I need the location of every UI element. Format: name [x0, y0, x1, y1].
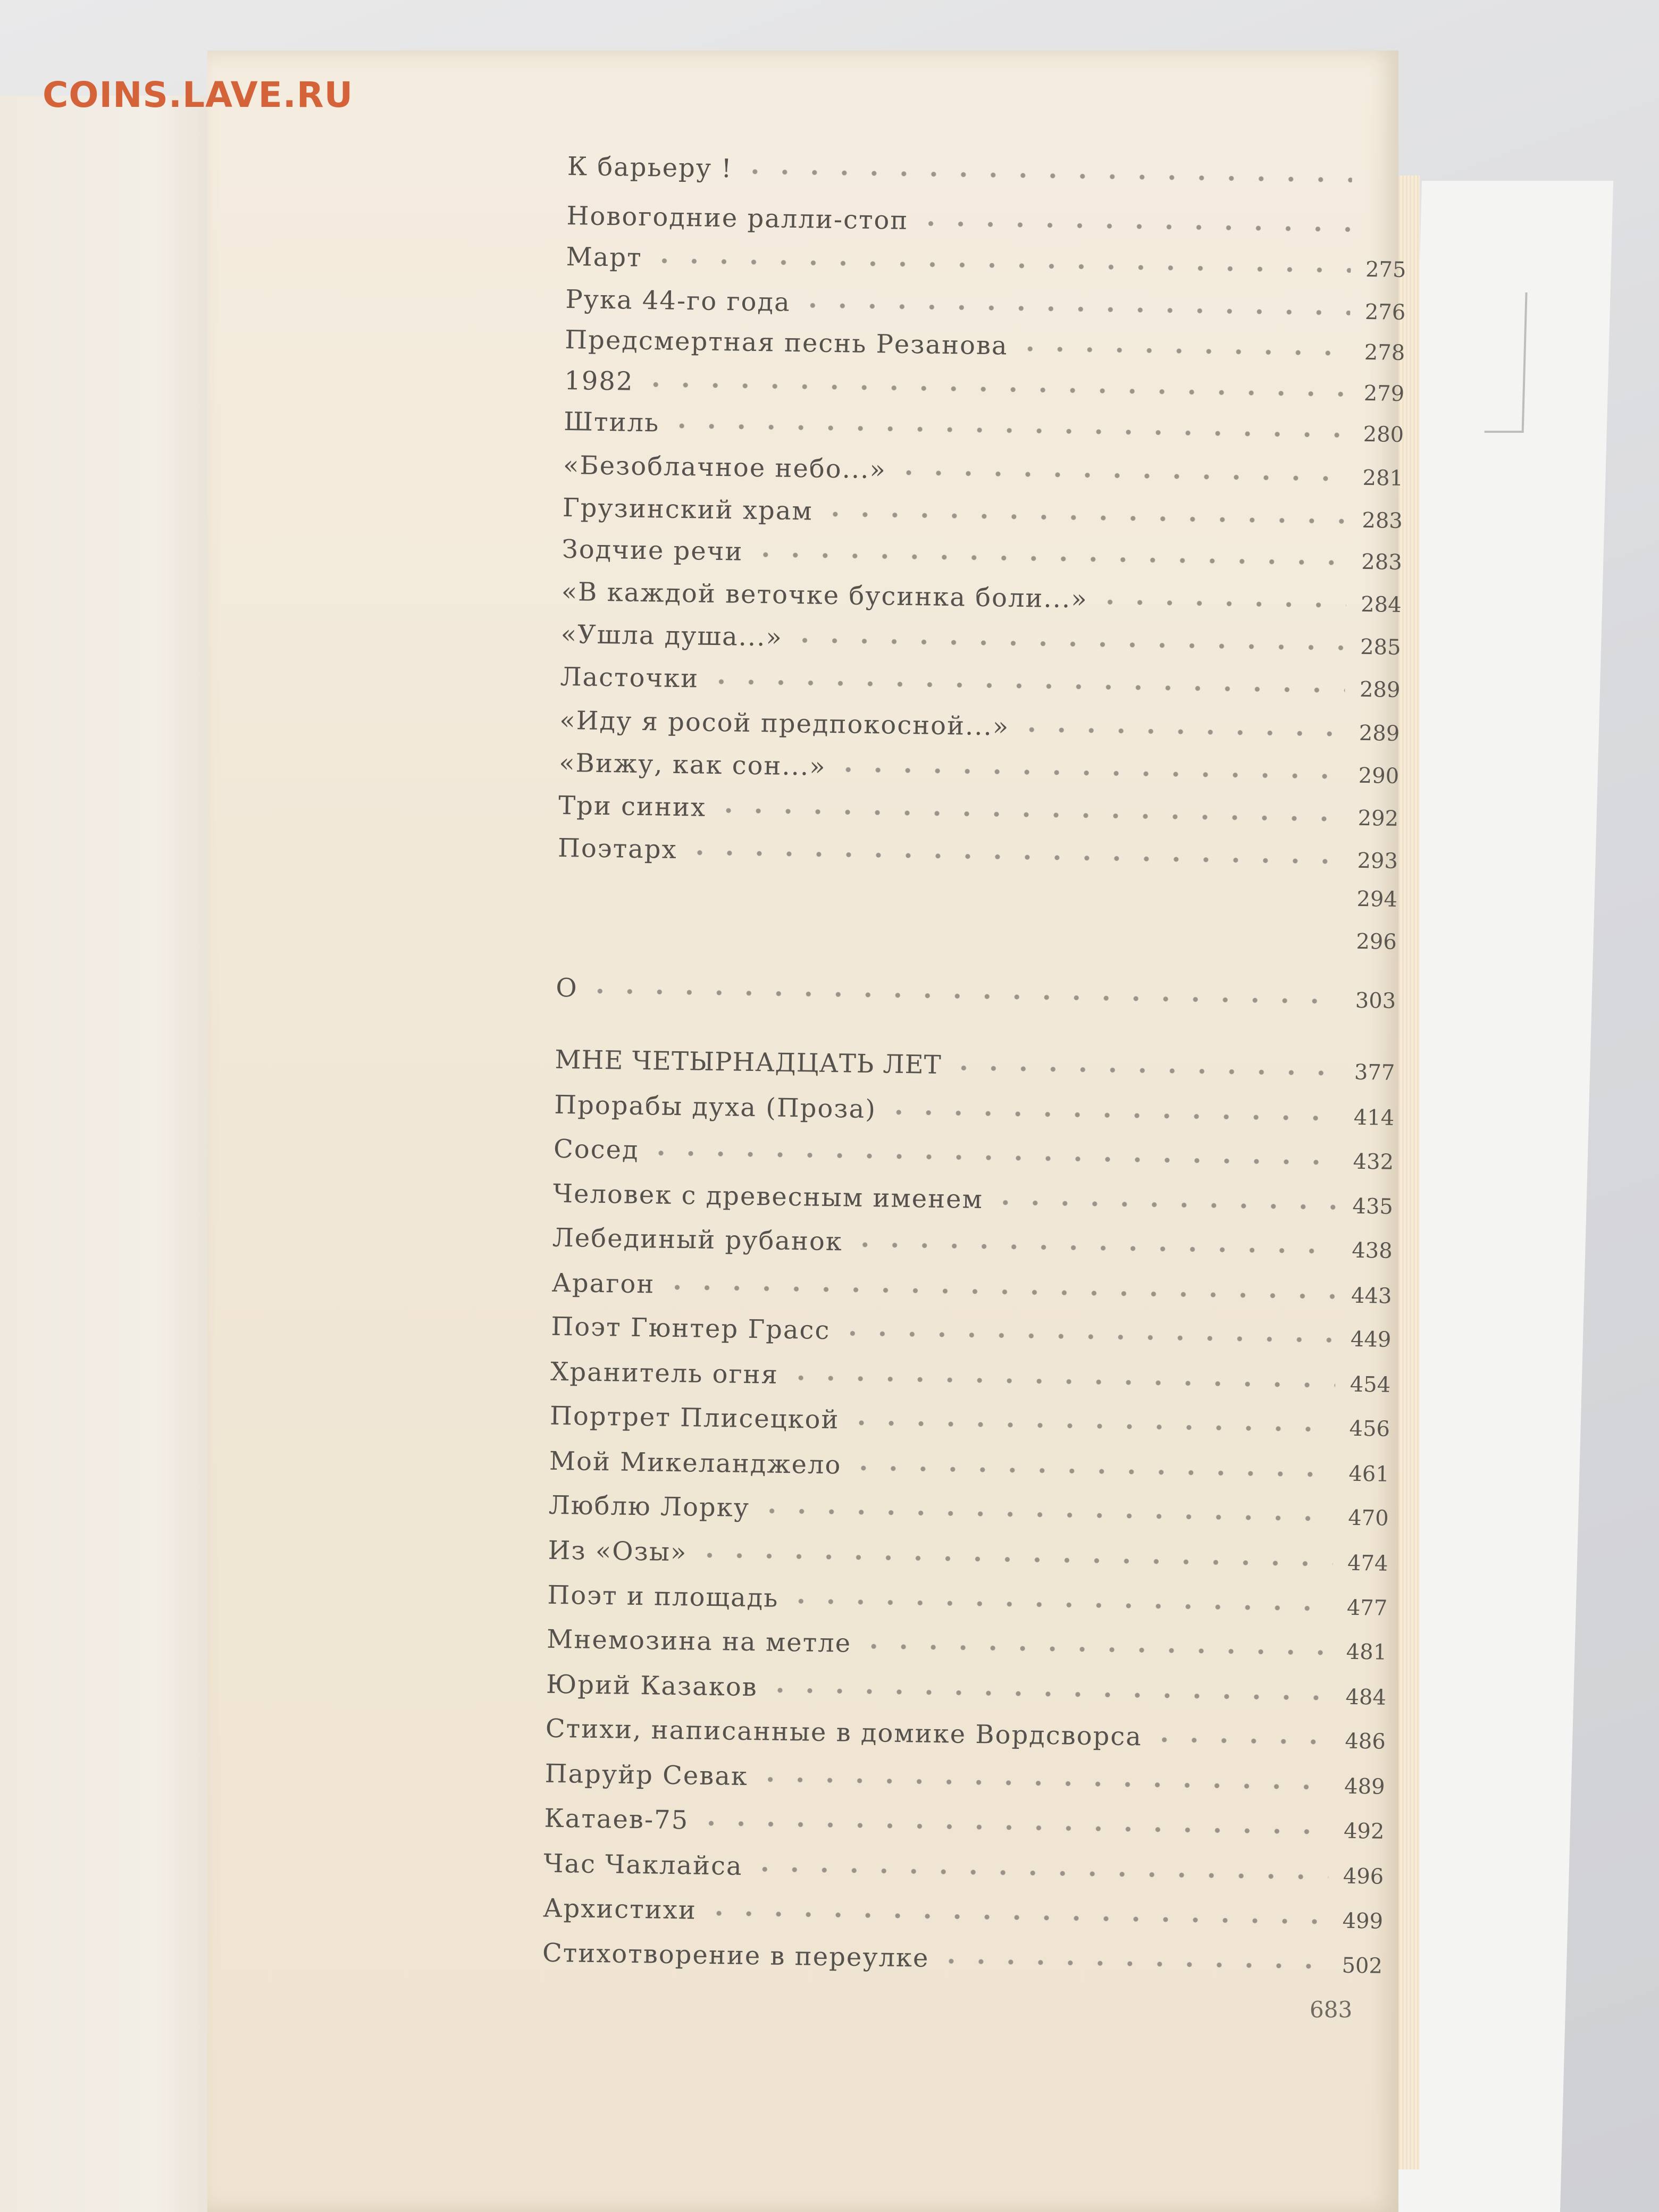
toc-entry-page-number: 292 [1358, 806, 1399, 831]
toc-entry-page-number: 293 [1357, 848, 1398, 874]
toc-entry-title: Стихи, написанные в домике Вордсворса [545, 1713, 1143, 1752]
toc-entry [547, 1624, 1387, 1666]
dot-leader [949, 1065, 1339, 1076]
dot-leader [786, 1598, 1332, 1611]
toc-entry [544, 1804, 1385, 1845]
toc-entry-title: Мнемозина на метле [546, 1624, 852, 1658]
toc-entry [548, 1490, 1389, 1532]
dot-leader [916, 221, 1351, 232]
toc-entry-page-number: 435 [1352, 1194, 1394, 1219]
toc-entry [559, 706, 1400, 747]
toc-entry-title: Поэт и площадь [547, 1580, 779, 1613]
toc-entry [557, 876, 1397, 912]
dot-leader [859, 1644, 1331, 1655]
toc-entry-page-number: 285 [1360, 634, 1401, 660]
dot-leader [991, 1200, 1338, 1210]
toc-entry-page-number: 474 [1347, 1551, 1388, 1576]
toc-entry-page-number: 377 [1354, 1060, 1395, 1085]
dot-leader [714, 808, 1343, 822]
toc-entry-title: Катаев-75 [544, 1803, 689, 1836]
toc-entry-title: Ласточки [560, 661, 699, 694]
toc-entry [554, 1134, 1394, 1176]
toc-entry [555, 1045, 1395, 1086]
dot-leader [641, 382, 1349, 397]
toc-entry-page-number: 481 [1346, 1639, 1387, 1665]
toc-entry [551, 1312, 1392, 1353]
toc-entry-title: Час Чаклайса [543, 1848, 743, 1881]
toc-entry-title: Грузинский храм [562, 492, 814, 526]
toc-entry-title: О [555, 973, 579, 1003]
toc-entry-title: Прорабы духа (Проза) [554, 1090, 877, 1125]
toc-entry-page-number: 289 [1359, 720, 1400, 746]
toc-entry [553, 1179, 1394, 1220]
toc-entry [562, 534, 1403, 576]
toc-entry-page-number: 492 [1343, 1819, 1385, 1844]
toc-entry [564, 407, 1404, 448]
toc-entry-page-number: 432 [1353, 1149, 1394, 1175]
toc-entry [546, 1670, 1387, 1711]
book-page [207, 51, 1406, 2212]
dot-leader [1015, 346, 1350, 356]
toc-entry-page-number: 289 [1359, 677, 1401, 702]
toc-entry-title: «Иду я росой предпокосной...» [559, 705, 1010, 742]
toc-entry [552, 1223, 1393, 1264]
dot-leader [936, 1958, 1327, 1969]
dot-leader [790, 638, 1346, 651]
toc-entry-title: Лебединый рубанок [552, 1222, 843, 1257]
toc-entry [561, 577, 1402, 618]
toc-entry-title: Мой Микеланджело [549, 1446, 842, 1480]
toc-entry [558, 833, 1398, 875]
toc-entry-title: «Ушла душа...» [560, 619, 783, 652]
toc-entry-page-number: 456 [1349, 1416, 1390, 1442]
dot-leader [884, 1109, 1339, 1121]
toc-entry-page-number: 496 [1343, 1864, 1384, 1889]
page-number: 683 [1310, 1997, 1353, 2023]
dot-leader [649, 258, 1351, 273]
dot-leader [750, 552, 1346, 566]
toc-entry-page-number: 449 [1350, 1327, 1392, 1352]
toc-entry-title: «Вижу, как сон...» [558, 748, 826, 782]
toc-entry [558, 791, 1399, 832]
toc-entry-page-number: 280 [1363, 422, 1404, 447]
toc-entry-page-number: 499 [1342, 1908, 1384, 1934]
toc-entry [544, 1759, 1385, 1800]
toc-entry-title: Люблю Лорку [548, 1490, 750, 1523]
dot-leader [850, 1242, 1337, 1254]
toc-entry-page-number: 284 [1360, 592, 1402, 617]
toc-entry [551, 1268, 1392, 1310]
toc-entry-title: Арагон [551, 1268, 655, 1300]
toc-entry-title: Хранитель огня [550, 1356, 779, 1390]
toc-entry-title: Человек с древесным именем [552, 1178, 984, 1215]
dot-leader [740, 169, 1352, 183]
dot-leader [696, 1821, 1329, 1835]
toc-entry [550, 1401, 1390, 1443]
toc-entry-title: Из «Озы» [548, 1535, 688, 1568]
dot-leader [820, 512, 1347, 524]
toc-entry-title: Рука 44-го года [565, 284, 791, 317]
toc-entry-page-number: 303 [1355, 988, 1396, 1013]
toc-entry-title: Три синих [558, 790, 707, 823]
dot-leader [757, 1508, 1334, 1521]
toc-entry [554, 1090, 1395, 1132]
dot-leader [646, 1150, 1338, 1165]
dot-leader [1095, 599, 1346, 608]
dot-leader [662, 1285, 1336, 1300]
toc-entry-page-number: 275 [1365, 257, 1406, 283]
toc-entry-title: Паруйр Севак [544, 1758, 749, 1792]
dot-leader [1150, 1737, 1330, 1745]
toc-entry-title: Поэт Гюнтер Грасс [551, 1311, 831, 1346]
dot-leader [704, 1911, 1328, 1924]
watermark: COINS.LAVE.RU [43, 74, 354, 115]
toc-entry-title: Сосед [553, 1134, 639, 1166]
toc-entry-title: МНЕ ЧЕТЫРНАДЦАТЬ ЛЕТ [555, 1044, 942, 1080]
toc-entry-page-number: 279 [1363, 381, 1405, 406]
dot-leader [833, 767, 1344, 779]
toc-entry-page-number: 443 [1351, 1283, 1392, 1309]
toc-entry-title: К барьеру ! [567, 151, 733, 184]
toc-entry-page-number: 454 [1350, 1372, 1391, 1397]
toc-entry [560, 619, 1401, 661]
toc-entry-title: Зодчие речи [562, 534, 743, 567]
toc-entry-page-number: 276 [1364, 299, 1406, 325]
table-of-contents [542, 51, 1473, 1979]
dot-leader [667, 423, 1348, 438]
toc-entry-page-number: 294 [1356, 886, 1398, 912]
dot-leader [847, 1420, 1335, 1432]
toc-entry-title: Портрет Плисецкой [549, 1401, 840, 1435]
toc-entry [566, 242, 1406, 283]
toc-entry-title: Предсмертная песнь Резанова [565, 324, 1009, 361]
toc-entry [557, 918, 1397, 954]
toc-entry-title: Поэтарх [557, 833, 678, 865]
dot-leader [798, 303, 1351, 316]
toc-entry [543, 1849, 1384, 1890]
toc-entry-title: Новогодние ралли-стоп [566, 200, 909, 236]
dot-leader [694, 1553, 1333, 1567]
dot-leader [585, 988, 1341, 1004]
toc-entry [564, 366, 1405, 407]
toc-entry [547, 1580, 1388, 1622]
toc-entry [556, 973, 1396, 1015]
toc-entry [560, 662, 1401, 703]
toc-entry-page-number: 281 [1362, 465, 1404, 491]
toc-entry [543, 1893, 1384, 1935]
toc-entry-title: Штиль [563, 406, 660, 438]
toc-entry [542, 1938, 1383, 1980]
toc-entry-page-number: 470 [1347, 1505, 1389, 1531]
toc-entry [549, 1446, 1390, 1488]
toc-entry [563, 493, 1403, 534]
cover-notch [1485, 292, 1528, 433]
toc-entry-title: Стихотворение в переулке [542, 1938, 929, 1973]
dot-leader [837, 1330, 1336, 1343]
toc-entry [546, 1714, 1386, 1755]
toc-entry [559, 748, 1400, 790]
toc-entry-page-number: 283 [1362, 508, 1403, 533]
toc-entry-page-number: 438 [1351, 1238, 1393, 1263]
dot-leader [685, 850, 1343, 864]
toc-entry [563, 450, 1404, 492]
toc-entry-page-number: 296 [1356, 929, 1397, 954]
toc-entry-page-number: 477 [1346, 1595, 1388, 1621]
dot-leader [706, 679, 1345, 693]
toc-entry-title: Март [566, 241, 643, 273]
toc-entry-page-number: 489 [1344, 1774, 1385, 1799]
toc-entry [567, 152, 1408, 193]
toc-entry-page-number: 461 [1348, 1461, 1390, 1487]
toc-entry [566, 201, 1407, 242]
toc-entry [565, 325, 1405, 366]
dot-leader [894, 470, 1348, 482]
toc-entry [548, 1536, 1388, 1577]
toc-entry-page-number: 290 [1358, 763, 1400, 789]
left-page [0, 96, 223, 2212]
toc-entry [550, 1357, 1391, 1398]
toc-entry-page-number: 484 [1345, 1685, 1387, 1710]
toc-entry-title: Архистихи [542, 1893, 697, 1925]
dot-leader [765, 1687, 1331, 1700]
dot-leader [756, 1777, 1330, 1790]
toc-entry-page-number: 502 [1342, 1953, 1383, 1979]
dot-leader [1017, 727, 1344, 737]
toc-entry [565, 284, 1406, 326]
dot-leader [849, 1465, 1334, 1478]
toc-entry-title: «Безоблачное небо...» [563, 450, 887, 485]
toc-entry-page-number: 414 [1353, 1105, 1395, 1130]
toc-entry-title: Юрий Казаков [546, 1669, 758, 1703]
dot-leader [786, 1375, 1335, 1388]
toc-entry-page-number [1360, 186, 1407, 187]
toc-entry-page-number: 278 [1364, 340, 1405, 366]
toc-entry-title: 1982 [564, 365, 634, 397]
toc-entry-page-number: 486 [1345, 1729, 1386, 1754]
dot-leader [750, 1866, 1328, 1880]
toc-entry-page-number: 283 [1361, 549, 1403, 575]
toc-entry-title: «В каждой веточке бусинка боли...» [561, 576, 1088, 614]
